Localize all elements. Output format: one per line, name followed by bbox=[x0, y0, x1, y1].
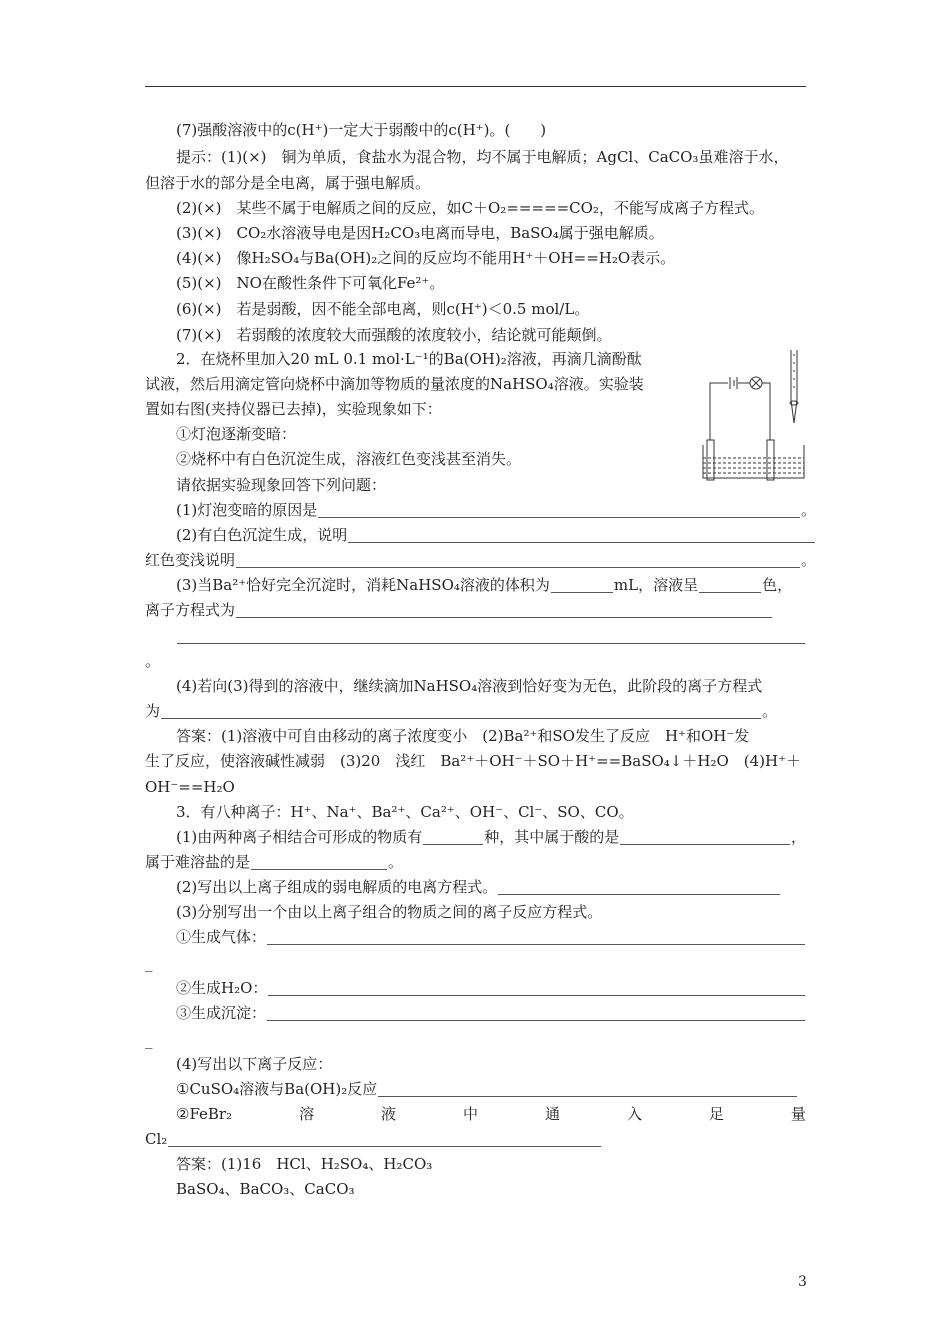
q3-part-1: (1)由两种离子相结合可形成的物质有 种，其中属于酸的是 ， bbox=[176, 828, 806, 846]
q3-part-3: (3)分别写出一个由以上离子组合的物质之间的离子反应方程式。 bbox=[176, 903, 603, 921]
answer-blank[interactable] bbox=[348, 526, 815, 543]
hint-4: (4)(×) 像H₂SO₄与Ba(OH)₂之间的反应均不能用H⁺＋OH==H₂O表示。 bbox=[176, 249, 676, 267]
hint-1: 提示：(1)(×) 铜为单质，食盐水为混合物，均不属于电解质；AgCl、CaCO₃虽难溶于水， bbox=[176, 148, 789, 166]
equation-blank[interactable] bbox=[236, 601, 772, 618]
precipitate-equation-blank[interactable] bbox=[267, 1004, 805, 1021]
q3-answer-1: 答案：(1)16 HCl、H₂SO₄、H₂CO₃ bbox=[176, 1155, 433, 1173]
equation-blank[interactable] bbox=[177, 627, 805, 644]
water-equation-blank[interactable] bbox=[268, 979, 805, 996]
q2-line-4: ①灯泡逐渐变暗： bbox=[176, 425, 297, 443]
q3-part-4: (4)写出以下离子反应： bbox=[176, 1055, 333, 1073]
q2-part-3d: 。 bbox=[145, 652, 161, 670]
acid-blank[interactable] bbox=[620, 828, 790, 845]
q3-dash-1: _ bbox=[145, 954, 153, 972]
hint-5: (5)(×) NO在酸性条件下可氧化Fe²⁺。 bbox=[176, 274, 445, 292]
electrode-right bbox=[767, 440, 774, 480]
q2-part-1: (1)灯泡变暗的原因是 。 bbox=[176, 501, 816, 519]
q2-part-3c bbox=[176, 625, 806, 647]
q3-part-1b: 属于难溶盐的是 。 bbox=[145, 853, 404, 871]
hint-6: (6)(×) 若是弱酸，因不能全部电离，则c(H⁺)＜0.5 mol/L。 bbox=[176, 300, 590, 318]
header-rule bbox=[145, 86, 806, 87]
q2-part-4b: 为 。 bbox=[145, 702, 777, 720]
equation-blank[interactable] bbox=[378, 1080, 797, 1097]
q3-part-3-2: ②生成H₂O： bbox=[176, 977, 806, 999]
q3-title: 3．有八种离子：H⁺、Na⁺、Ba²⁺、Ca²⁺、OH⁻、Cl⁻、SO、CO。 bbox=[176, 803, 634, 821]
q2-part-2b: 红色变浅说明 。 bbox=[145, 551, 816, 569]
question-1-7: (7)强酸溶液中的c(H⁺)一定大于弱酸中的c(H⁺)。( ) bbox=[176, 121, 547, 139]
q3-answer-2: BaSO₄、BaCO₃、CaCO₃ bbox=[176, 1180, 355, 1198]
answer-blank[interactable] bbox=[236, 551, 800, 568]
q3-part-4-2b: Cl₂ bbox=[145, 1128, 602, 1150]
salt-blank[interactable] bbox=[251, 853, 387, 870]
q2-part-3b: 离子方程式为 bbox=[145, 599, 773, 621]
q2-line-5: ②烧杯中有白色沉淀生成，溶液红色变浅甚至消失。 bbox=[176, 450, 522, 468]
q2-answer-1: 答案：(1)溶液中可自由移动的离子浓度变小 (2)Ba²⁺和SO发生了反应 H⁺和OH⁻发 bbox=[176, 727, 750, 745]
equation-blank[interactable] bbox=[168, 1130, 601, 1147]
answer-blank[interactable] bbox=[318, 501, 800, 518]
q2-line-6: 请依据实验现象回答下列问题： bbox=[176, 476, 387, 494]
solution bbox=[703, 458, 804, 473]
circuit-wire bbox=[710, 383, 770, 440]
q2-line-3: 置如右图(夹持仪器已去掉)，实验现象如下： bbox=[145, 400, 442, 418]
q3-part-3-3: ③生成沉淀： bbox=[176, 1002, 806, 1024]
q3-dash-2: _ bbox=[145, 1031, 153, 1049]
q3-part-3-1: ①生成气体： bbox=[176, 926, 806, 948]
page-number: 3 bbox=[798, 1274, 807, 1290]
hint-3: (3)(×) CO₂水溶液导电是因H₂CO₃电离而导电，BaSO₄属于强电解质。 bbox=[176, 224, 664, 242]
apparatus-diagram bbox=[690, 345, 808, 483]
q3-part-2: (2)写出以上离子组成的弱电解质的电离方程式。 bbox=[176, 876, 781, 898]
q2-answer-2: 生了反应，使溶液碱性减弱 (3)20 浅红 Ba²⁺＋OH⁻＋SO＋H⁺==BaSO₄↓＋H₂O (4)H⁺＋ bbox=[145, 752, 801, 770]
q3-part-4-2: ②FeBr₂ 溶 液 中 通 入 足 量 bbox=[176, 1105, 806, 1123]
count-blank[interactable] bbox=[423, 828, 483, 845]
hint-1-cont: 但溶于水的部分是全电离，属于强电解质。 bbox=[145, 174, 431, 192]
color-blank[interactable] bbox=[699, 576, 761, 593]
gas-equation-blank[interactable] bbox=[267, 928, 805, 945]
hint-7: (7)(×) 若弱酸的浓度较大而强酸的浓度较小，结论就可能颠倒。 bbox=[176, 326, 612, 344]
equation-blank[interactable] bbox=[161, 702, 761, 719]
q2-answer-3: OH⁻==H₂O bbox=[145, 778, 235, 796]
q2-part-4: (4)若向(3)得到的溶液中，继续滴加NaHSO₄溶液到恰好变为无色，此阶段的离子方程式 bbox=[176, 677, 763, 695]
q2-part-2: (2)有白色沉淀生成，说明 bbox=[176, 524, 816, 546]
q2-part-3: (3)当Ba²⁺恰好完全沉淀时，消耗NaHSO₄溶液的体积为 mL，溶液呈 色， bbox=[176, 576, 793, 594]
volume-blank[interactable] bbox=[551, 576, 613, 593]
q2-line-1: 2．在烧杯里加入20 mL 0.1 mol·L⁻¹的Ba(OH)₂溶液，再滴几滴酚酞 bbox=[176, 350, 642, 368]
hint-2: (2)(×) 某些不属于电解质之间的反应，如C＋O₂=====CO₂，不能写成离子方程式。 bbox=[176, 199, 764, 217]
q2-line-2: 试液，然后用滴定管向烧杯中滴加等物质的量浓度的NaHSO₄溶液。实验装 bbox=[145, 375, 644, 393]
electrode-left bbox=[707, 440, 714, 480]
equation-blank[interactable] bbox=[498, 878, 780, 895]
q3-part-4-1: ①CuSO₄溶液与Ba(OH)₂反应 bbox=[176, 1078, 798, 1100]
